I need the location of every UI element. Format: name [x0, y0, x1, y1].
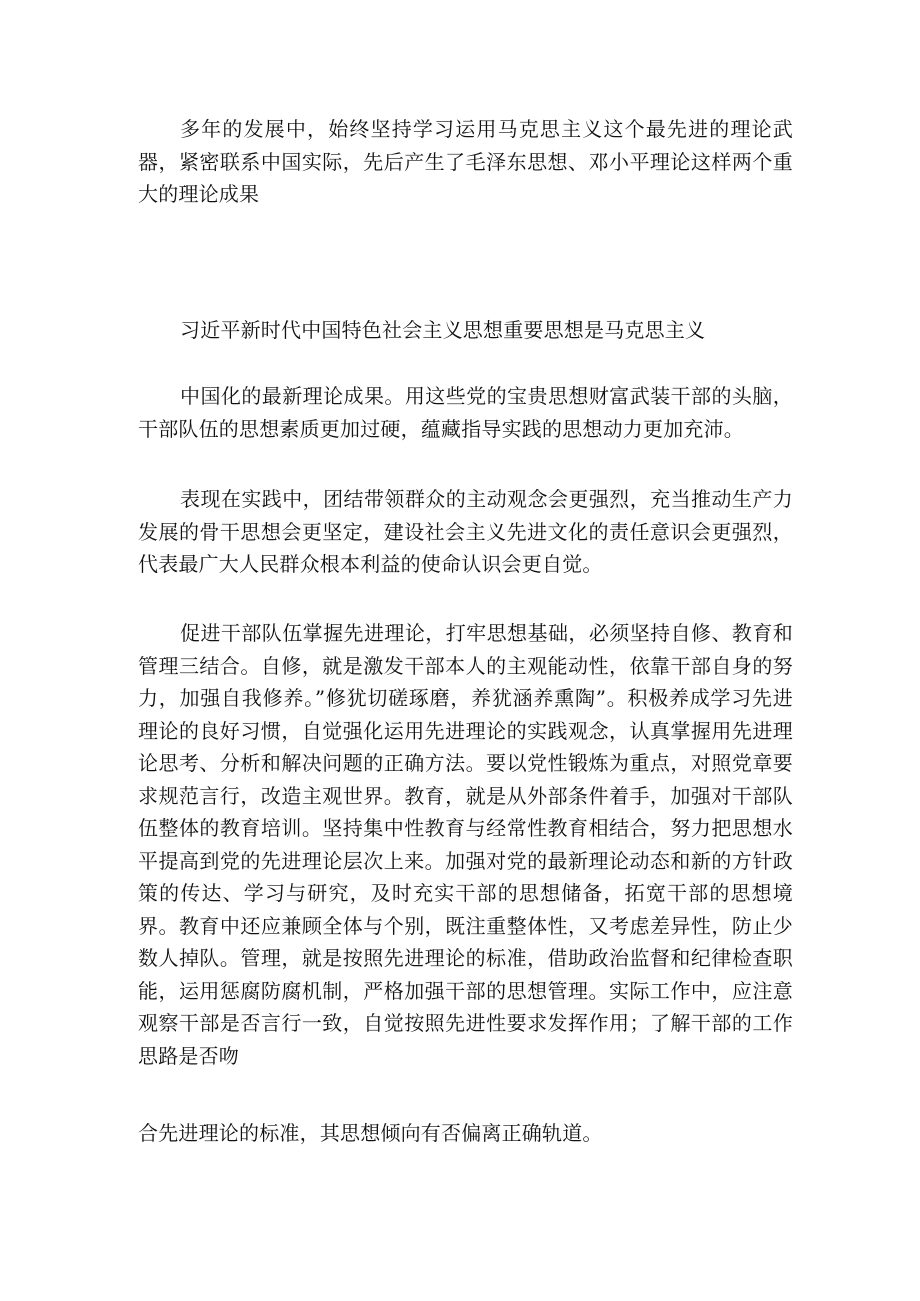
- paragraph-6: 合先进理论的标准，其思想倾向有否偏离正确轨道。: [138, 1121, 603, 1145]
- paragraph-4: 表现在实践中，团结带领群众的主动观念会更强烈，充当推动生产力发展的骨干思想会更坚定，建设社会主义先进文化的责任意识会更强烈，代表最广大人民群众根本利益的使命认识会更自觉。: [138, 487, 793, 576]
- paragraph-5: 促进干部队伍掌握先进理论，打牢思想基础，必须坚持自修、教育和管理三结合。自修，就是激发干部本人的主观能动性，依靠干部自身的努力，加强自我修养。”修犹切磋琢磨，养犹涵养熏陶”。积极养成学习先进理论的良好习惯，自觉强化运用先进理论的实践观念，认真掌握用先进理论思考、分析和解决问题的正确方法。要以党性锻炼为重点，对照党章要求规范言行，改造主观世界。教育，就是从外部条件着手，加强对干部队伍整体的教育培训。坚持集中性教育与经常性教育相结合，努力把思想水平提高到党的先进理论层次上来。加强对党的最新理论动态和新的方针政策的传达、学习与研究，及时充实干部的思想储备，拓宽干部的思想境界。教育中还应兼顾全体与个别，既注重整体性，又考虑差异性，防止少数人掉队。管理，就是按照先进理论的标准，借助政治监督和纪律检查职能，运用惩腐防腐机制，严格加强干部的思想管理。实际工作中，应注意观察干部是否言行一致，自觉按照先进性要求发挥作用；了解干部的工作思路是否吻: [138, 621, 793, 1068]
- paragraph-3: 中国化的最新理论成果。用这些党的宝贵思想财富武装干部的头脑，干部队伍的思想素质更加过硬，蕴藏指导实践的思想动力更加充沛。: [138, 384, 793, 441]
- paragraph-2: 习近平新时代中国特色社会主义思想重要思想是马克思主义: [180, 318, 706, 342]
- paragraph-1: 多年的发展中，始终坚持学习运用马克思主义这个最先进的理论武器，紧密联系中国实际，先后产生了毛泽东思想、邓小平理论这样两个重大的理论成果: [138, 117, 793, 206]
